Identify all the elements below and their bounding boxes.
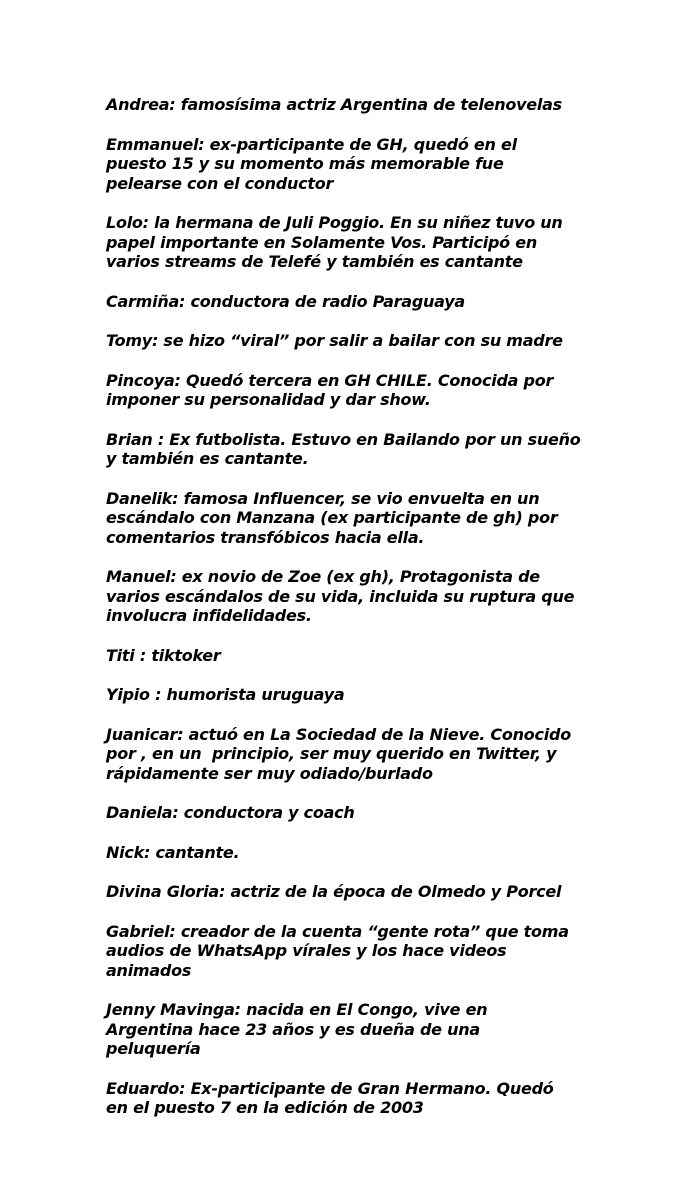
entry-list	[106, 95, 666, 1138]
entry-line: Brian : Ex futbolista. Estuvo en Bailando por un sueño	[106, 429, 581, 449]
entry-line: Danelik: famosa Influencer, se vio envuelta en un	[106, 488, 540, 508]
entry-paragraph	[106, 803, 666, 823]
entry-line: audios de WhatsApp vírales y los hace videos	[106, 941, 507, 960]
entry-line: comentarios transfóbicos hacia ella.	[106, 527, 425, 547]
entry-paragraph	[106, 922, 666, 981]
entry-line: Manuel: ex novio de Zoe (ex gh), Protagonista de	[106, 567, 540, 586]
entry-line: animados	[106, 960, 192, 980]
entry-line: peluquería	[106, 1039, 201, 1058]
entry-paragraph	[106, 430, 666, 469]
entry-paragraph	[106, 95, 666, 115]
entry-paragraph	[106, 646, 666, 666]
entry-line: por , en un principio, ser muy querido en Twitter, y	[106, 744, 557, 763]
entry-paragraph	[106, 213, 666, 272]
entry-line: Pincoya: Quedó tercera en GH CHILE. Conocida por	[106, 370, 554, 390]
entry-line: Gabriel: creador de la cuenta “gente rota” que toma	[106, 921, 569, 941]
entry-line: Argentina hace 23 años y es dueña de una	[106, 1019, 480, 1039]
entry-line: pelearse con el conductor	[106, 173, 334, 193]
entry-line: involucra infidelidades.	[106, 606, 312, 625]
entry-line: Lolo: la hermana de Juli Poggio. En su niñez tuvo un	[106, 213, 563, 232]
entry-line: papel importante en Solamente Vos. Participó en	[106, 232, 537, 252]
entry-paragraph	[106, 331, 666, 351]
entry-line: en el puesto 7 en la edición de 2003	[106, 1098, 424, 1117]
entry-line: Daniela: conductora y coach	[106, 803, 355, 822]
entry-paragraph	[106, 725, 666, 784]
entry-line: Jenny Mavinga: nacida en El Congo, vive en	[106, 1000, 488, 1019]
entry-line: puesto 15 y su momento más memorable fue	[106, 154, 504, 173]
entry-line: Titi : tiktoker	[106, 645, 221, 665]
entry-paragraph	[106, 1079, 666, 1118]
entry-paragraph	[106, 489, 666, 548]
entry-line: y también es cantante.	[106, 449, 309, 468]
entry-line: Juanicar: actuó en La Sociedad de la Nieve. Conocido	[106, 724, 571, 744]
entry-line: Nick: cantante.	[106, 842, 240, 862]
entry-line: Divina Gloria: actriz de la época de Olmedo y Porcel	[106, 882, 562, 901]
entry-line: Carmiña: conductora de radio Paraguaya	[106, 291, 465, 311]
entry-line: varios streams de Telefé y también es cantante	[106, 252, 523, 271]
entry-paragraph	[106, 371, 666, 410]
entry-line: Eduardo: Ex-participante de Gran Hermano. Quedó	[106, 1078, 554, 1098]
entry-paragraph	[106, 292, 666, 312]
entry-paragraph	[106, 843, 666, 863]
entry-paragraph	[106, 882, 666, 902]
entry-line: varios escándalos de su vida, incluida su ruptura que	[106, 586, 575, 606]
entry-paragraph	[106, 567, 666, 626]
entry-paragraph	[106, 135, 666, 194]
entry-line: rápidamente ser muy odiado/burlado	[106, 763, 433, 783]
entry-line: Tomy: se hizo “viral” por salir a bailar con su madre	[106, 331, 563, 350]
entry-line: escándalo con Manzana (ex participante de gh) por	[106, 508, 558, 527]
entry-paragraph	[106, 685, 666, 705]
entry-line: imponer su personalidad y dar show.	[106, 390, 431, 409]
entry-line: Andrea: famosísima actriz Argentina de telenovelas	[106, 95, 562, 114]
entry-line: Yipio : humorista uruguaya	[106, 685, 345, 704]
entry-paragraph	[106, 1000, 666, 1059]
entry-line: Emmanuel: ex-participante de GH, quedó en el	[106, 134, 517, 154]
